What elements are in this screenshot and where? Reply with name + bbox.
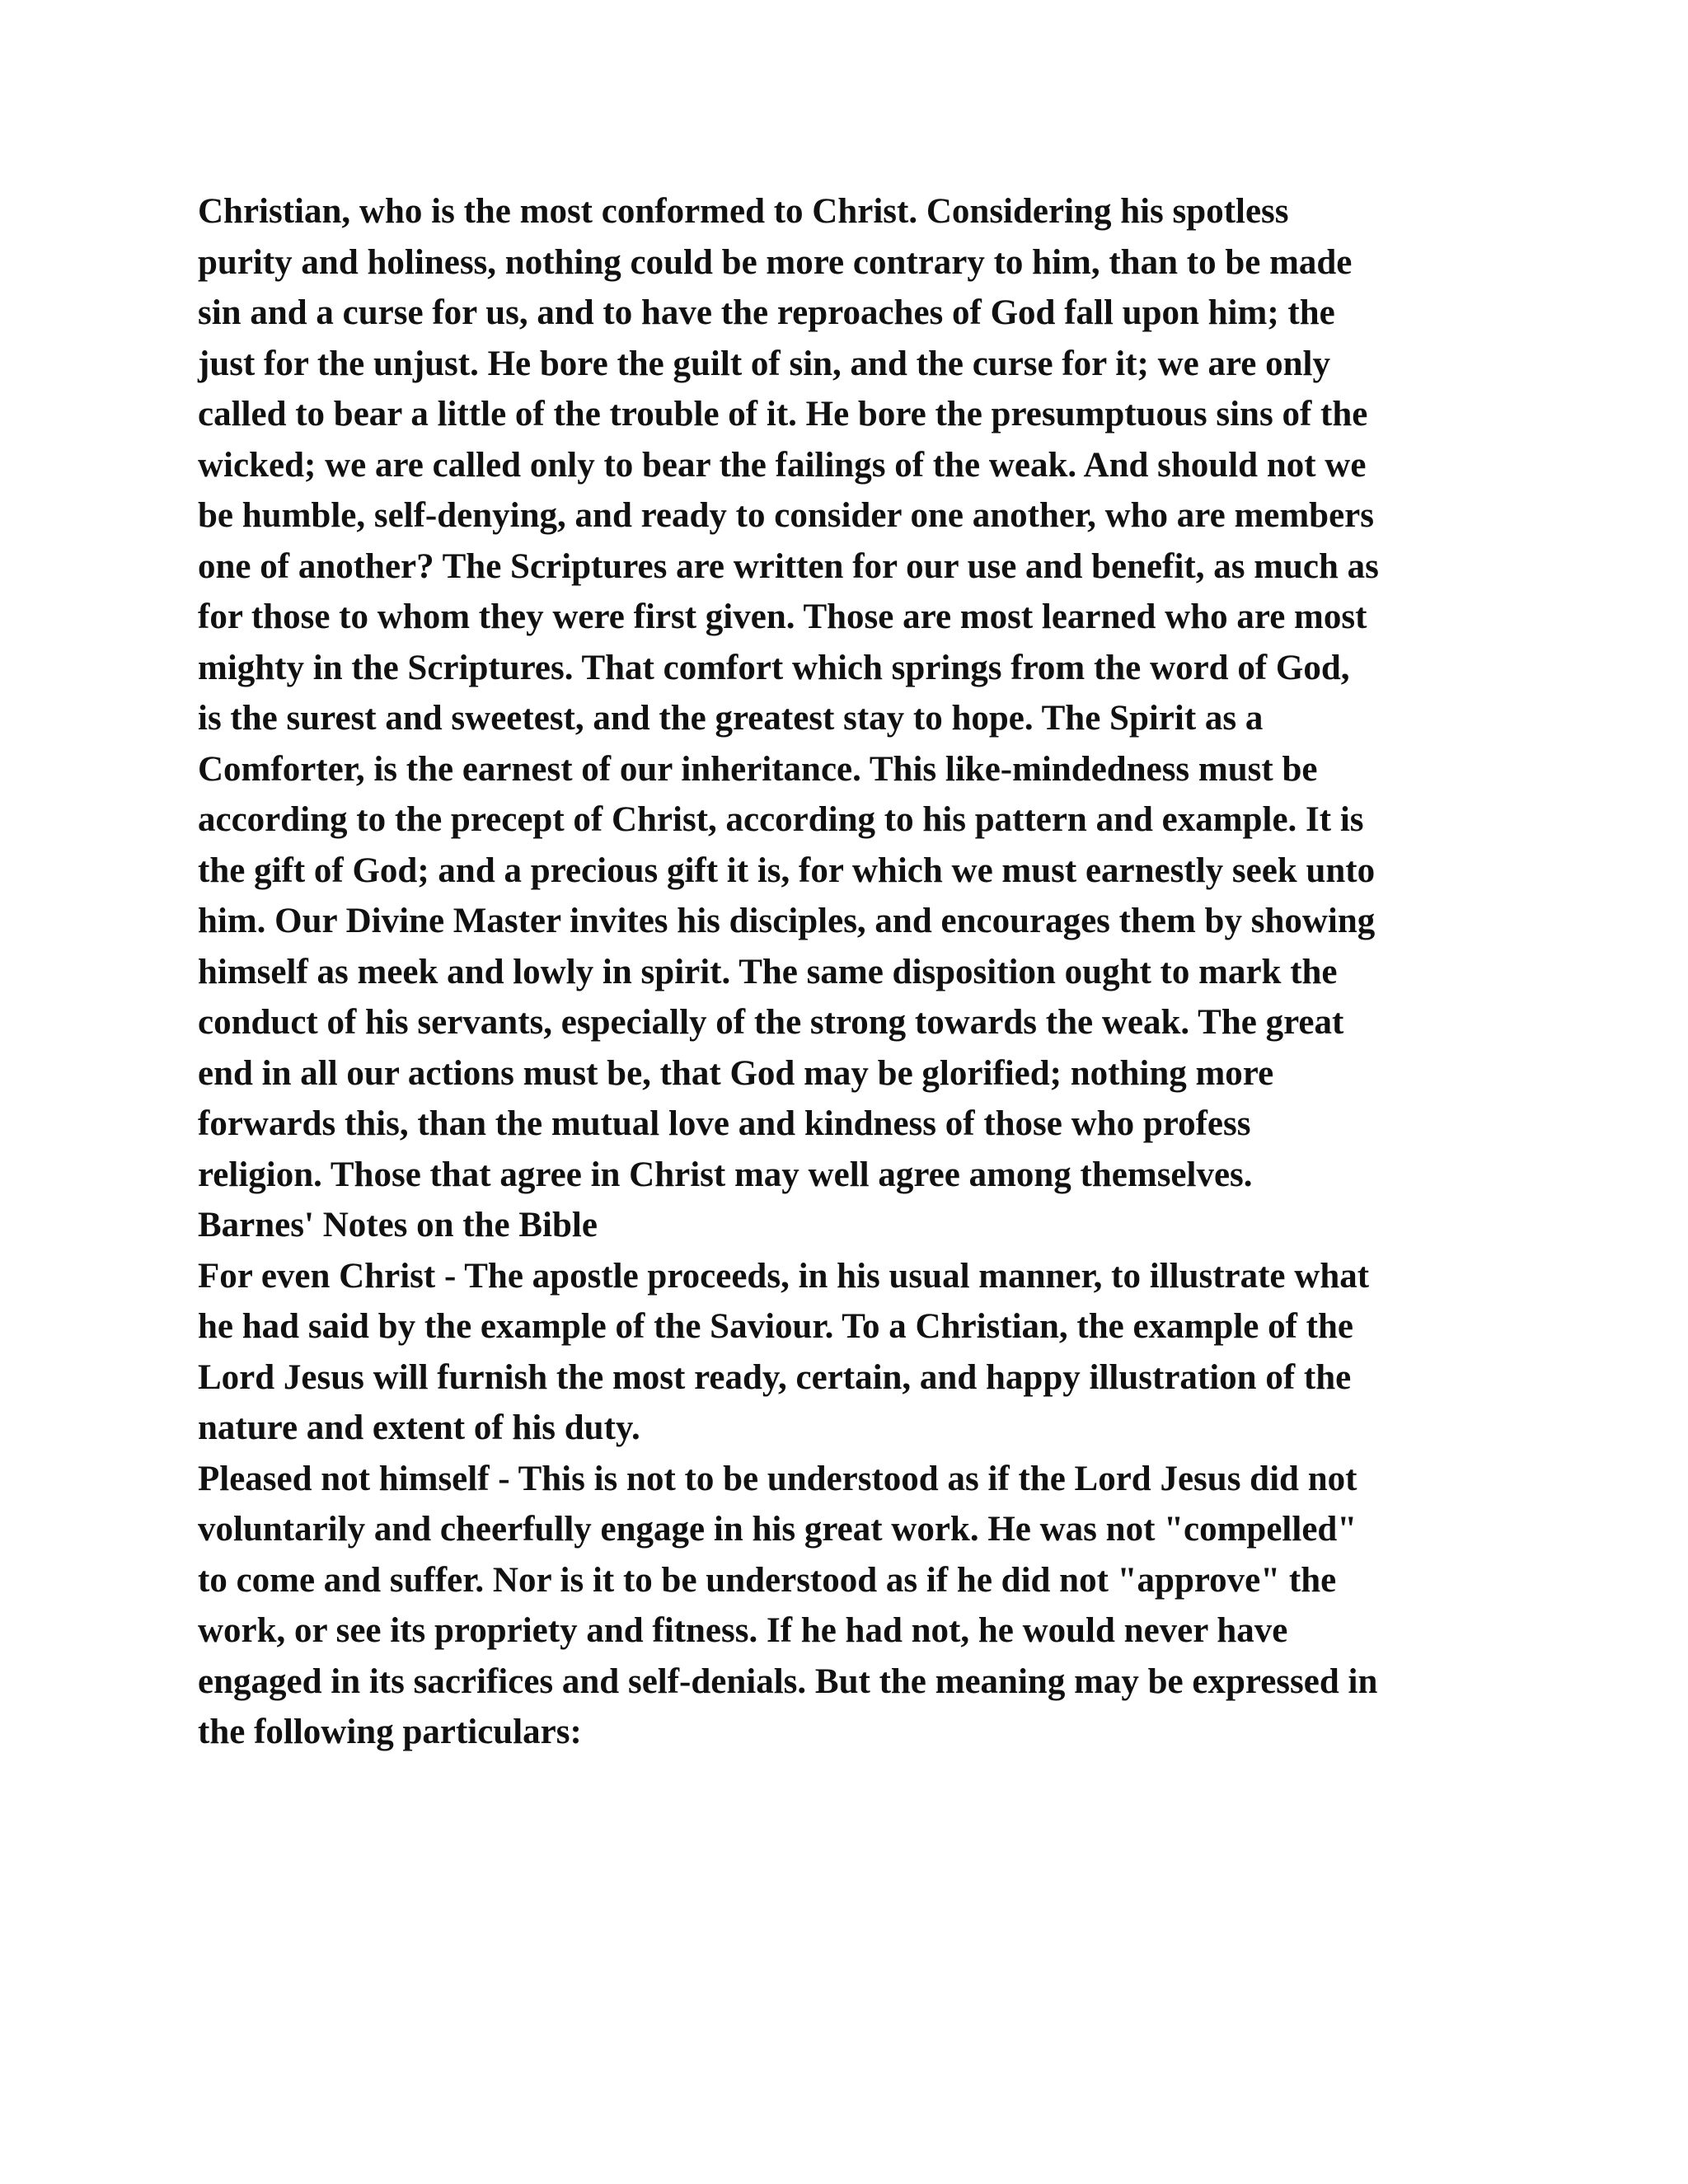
text-line: religion. Those that agree in Christ may well agree among themselves. (198, 1155, 1253, 1194)
text-line: wicked; we are called only to bear the failings of the weak. And should not we (198, 445, 1367, 485)
text-line: purity and holiness, nothing could be more contrary to him, than to be made (198, 242, 1353, 282)
text-line: the following particulars: (198, 1713, 582, 1751)
note-paragraph (198, 1251, 1492, 1454)
text-line: Pleased not himself - This is not to be understood as if the Lord Jesus did not (198, 1459, 1357, 1498)
text-line: engaged in its sacrifices and self-denials. But the meaning may be expressed in (198, 1661, 1378, 1701)
text-line: be humble, self-denying, and ready to consider one another, who are members (198, 496, 1374, 535)
text-line: Lord Jesus will furnish the most ready, certain, and happy illustration of the (198, 1357, 1352, 1397)
note-paragraph (198, 1454, 1492, 1758)
section-heading (198, 1200, 1492, 1251)
text-line: according to the precept of Christ, according to his pattern and example. It is (198, 800, 1364, 839)
text-line: one of another? The Scriptures are written for our use and benefit, as much as (198, 546, 1379, 586)
document-body (198, 186, 1492, 1758)
text-line: voluntarily and cheerfully engage in his great work. He was not "compelled" (198, 1510, 1357, 1549)
text-line: end in all our actions must be, that God may be glorified; nothing more (198, 1053, 1274, 1093)
text-line: him. Our Divine Master invites his disciples, and encourages them by showing (198, 902, 1376, 940)
text-line: mighty in the Scriptures. That comfort which springs from the word of God, (198, 648, 1350, 687)
text-line: For even Christ - The apostle proceeds, in his usual manner, to illustrate what (198, 1256, 1370, 1296)
text-line: called to bear a little of the trouble of it. He bore the presumptuous sins of the (198, 395, 1368, 434)
text-line: Comforter, is the earnest of our inheritance. This like-mindedness must be (198, 749, 1318, 789)
text-line: forwards this, than the mutual love and kindness of those who profess (198, 1104, 1251, 1143)
text-line: for those to whom they were first given. Those are most learned who are most (198, 598, 1367, 636)
text-line: Christian, who is the most conformed to Christ. Considering his spotless (198, 192, 1289, 231)
heading-text: Barnes' Notes on the Bible (198, 1206, 598, 1244)
text-line: is the surest and sweetest, and the greatest stay to hope. The Spirit as a (198, 699, 1264, 738)
text-line: work, or see its propriety and fitness. If he had not, he would never have (198, 1611, 1288, 1650)
commentary-paragraph (198, 186, 1492, 1200)
text-line: just for the unjust. He bore the guilt of sin, and the curse for it; we are only (198, 344, 1330, 383)
text-line: he had said by the example of the Saviour. To a Christian, the example of the (198, 1307, 1353, 1346)
text-line: nature and extent of his duty. (198, 1408, 640, 1447)
text-line: sin and a curse for us, and to have the reproaches of God fall upon him; the (198, 293, 1335, 332)
text-line: the gift of God; and a precious gift it is, for which we must earnestly seek unto (198, 851, 1376, 890)
text-line: conduct of his servants, especially of the strong towards the weak. The great (198, 1003, 1344, 1042)
text-line: to come and suffer. Nor is it to be understood as if he did not "approve" the (198, 1560, 1337, 1600)
text-line: himself as meek and lowly in spirit. The same disposition ought to mark the (198, 952, 1338, 991)
